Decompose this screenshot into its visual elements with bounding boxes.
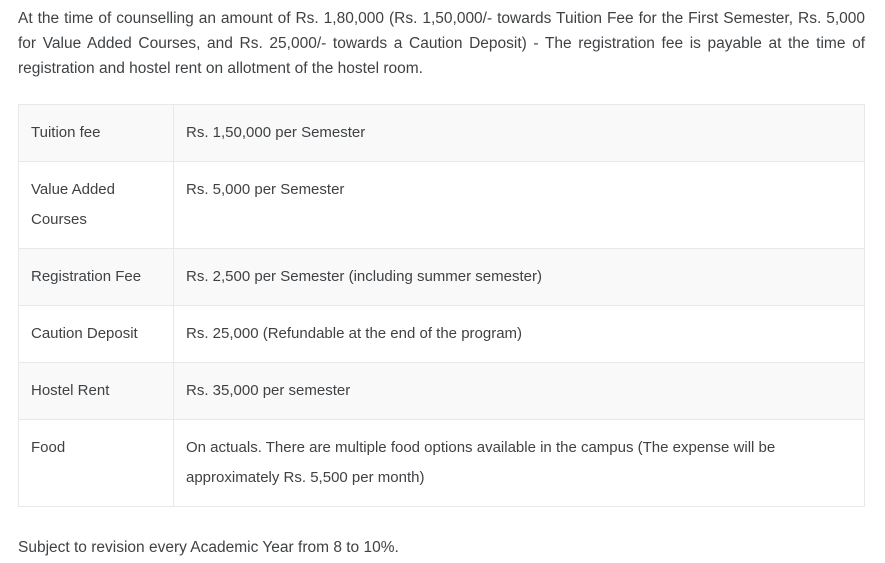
fee-label: Registration Fee	[19, 249, 174, 306]
fee-value: Rs. 35,000 per semester	[174, 363, 865, 420]
table-row-value-added-courses	[19, 162, 865, 249]
intro-paragraph: At the time of counselling an amount of Rs. 1,80,000 (Rs. 1,50,000/- towards Tuition Fee for the First Semester, Rs. 5,000 for Value Added Courses, and Rs. 25,000/- towards a Caution Deposit) - The registration fee is payable at the time of registration and hostel rent on allotment of the hostel room.	[18, 10, 865, 77]
fee-label: Value Added Courses	[19, 162, 174, 249]
table-row-caution-deposit	[19, 306, 865, 363]
fee-label: Food	[19, 420, 174, 507]
revision-note: Subject to revision every Academic Year from 8 to 10%.	[18, 539, 399, 556]
table-row-registration-fee	[19, 249, 865, 306]
fees-table	[18, 104, 865, 507]
fee-value: On actuals. There are multiple food options available in the campus (The expense will be approximately Rs. 5,500 per month)	[174, 420, 865, 507]
table-row-tuition-fee	[19, 105, 865, 162]
fee-label: Tuition fee	[19, 105, 174, 162]
fee-value: Rs. 25,000 (Refundable at the end of the program)	[174, 306, 865, 363]
fee-value: Rs. 1,50,000 per Semester	[174, 105, 865, 162]
fee-value: Rs. 5,000 per Semester	[174, 162, 865, 249]
fee-label: Hostel Rent	[19, 363, 174, 420]
table-row-food	[19, 420, 865, 507]
fee-label: Caution Deposit	[19, 306, 174, 363]
table-row-hostel-rent	[19, 363, 865, 420]
fee-value: Rs. 2,500 per Semester (including summer semester)	[174, 249, 865, 306]
